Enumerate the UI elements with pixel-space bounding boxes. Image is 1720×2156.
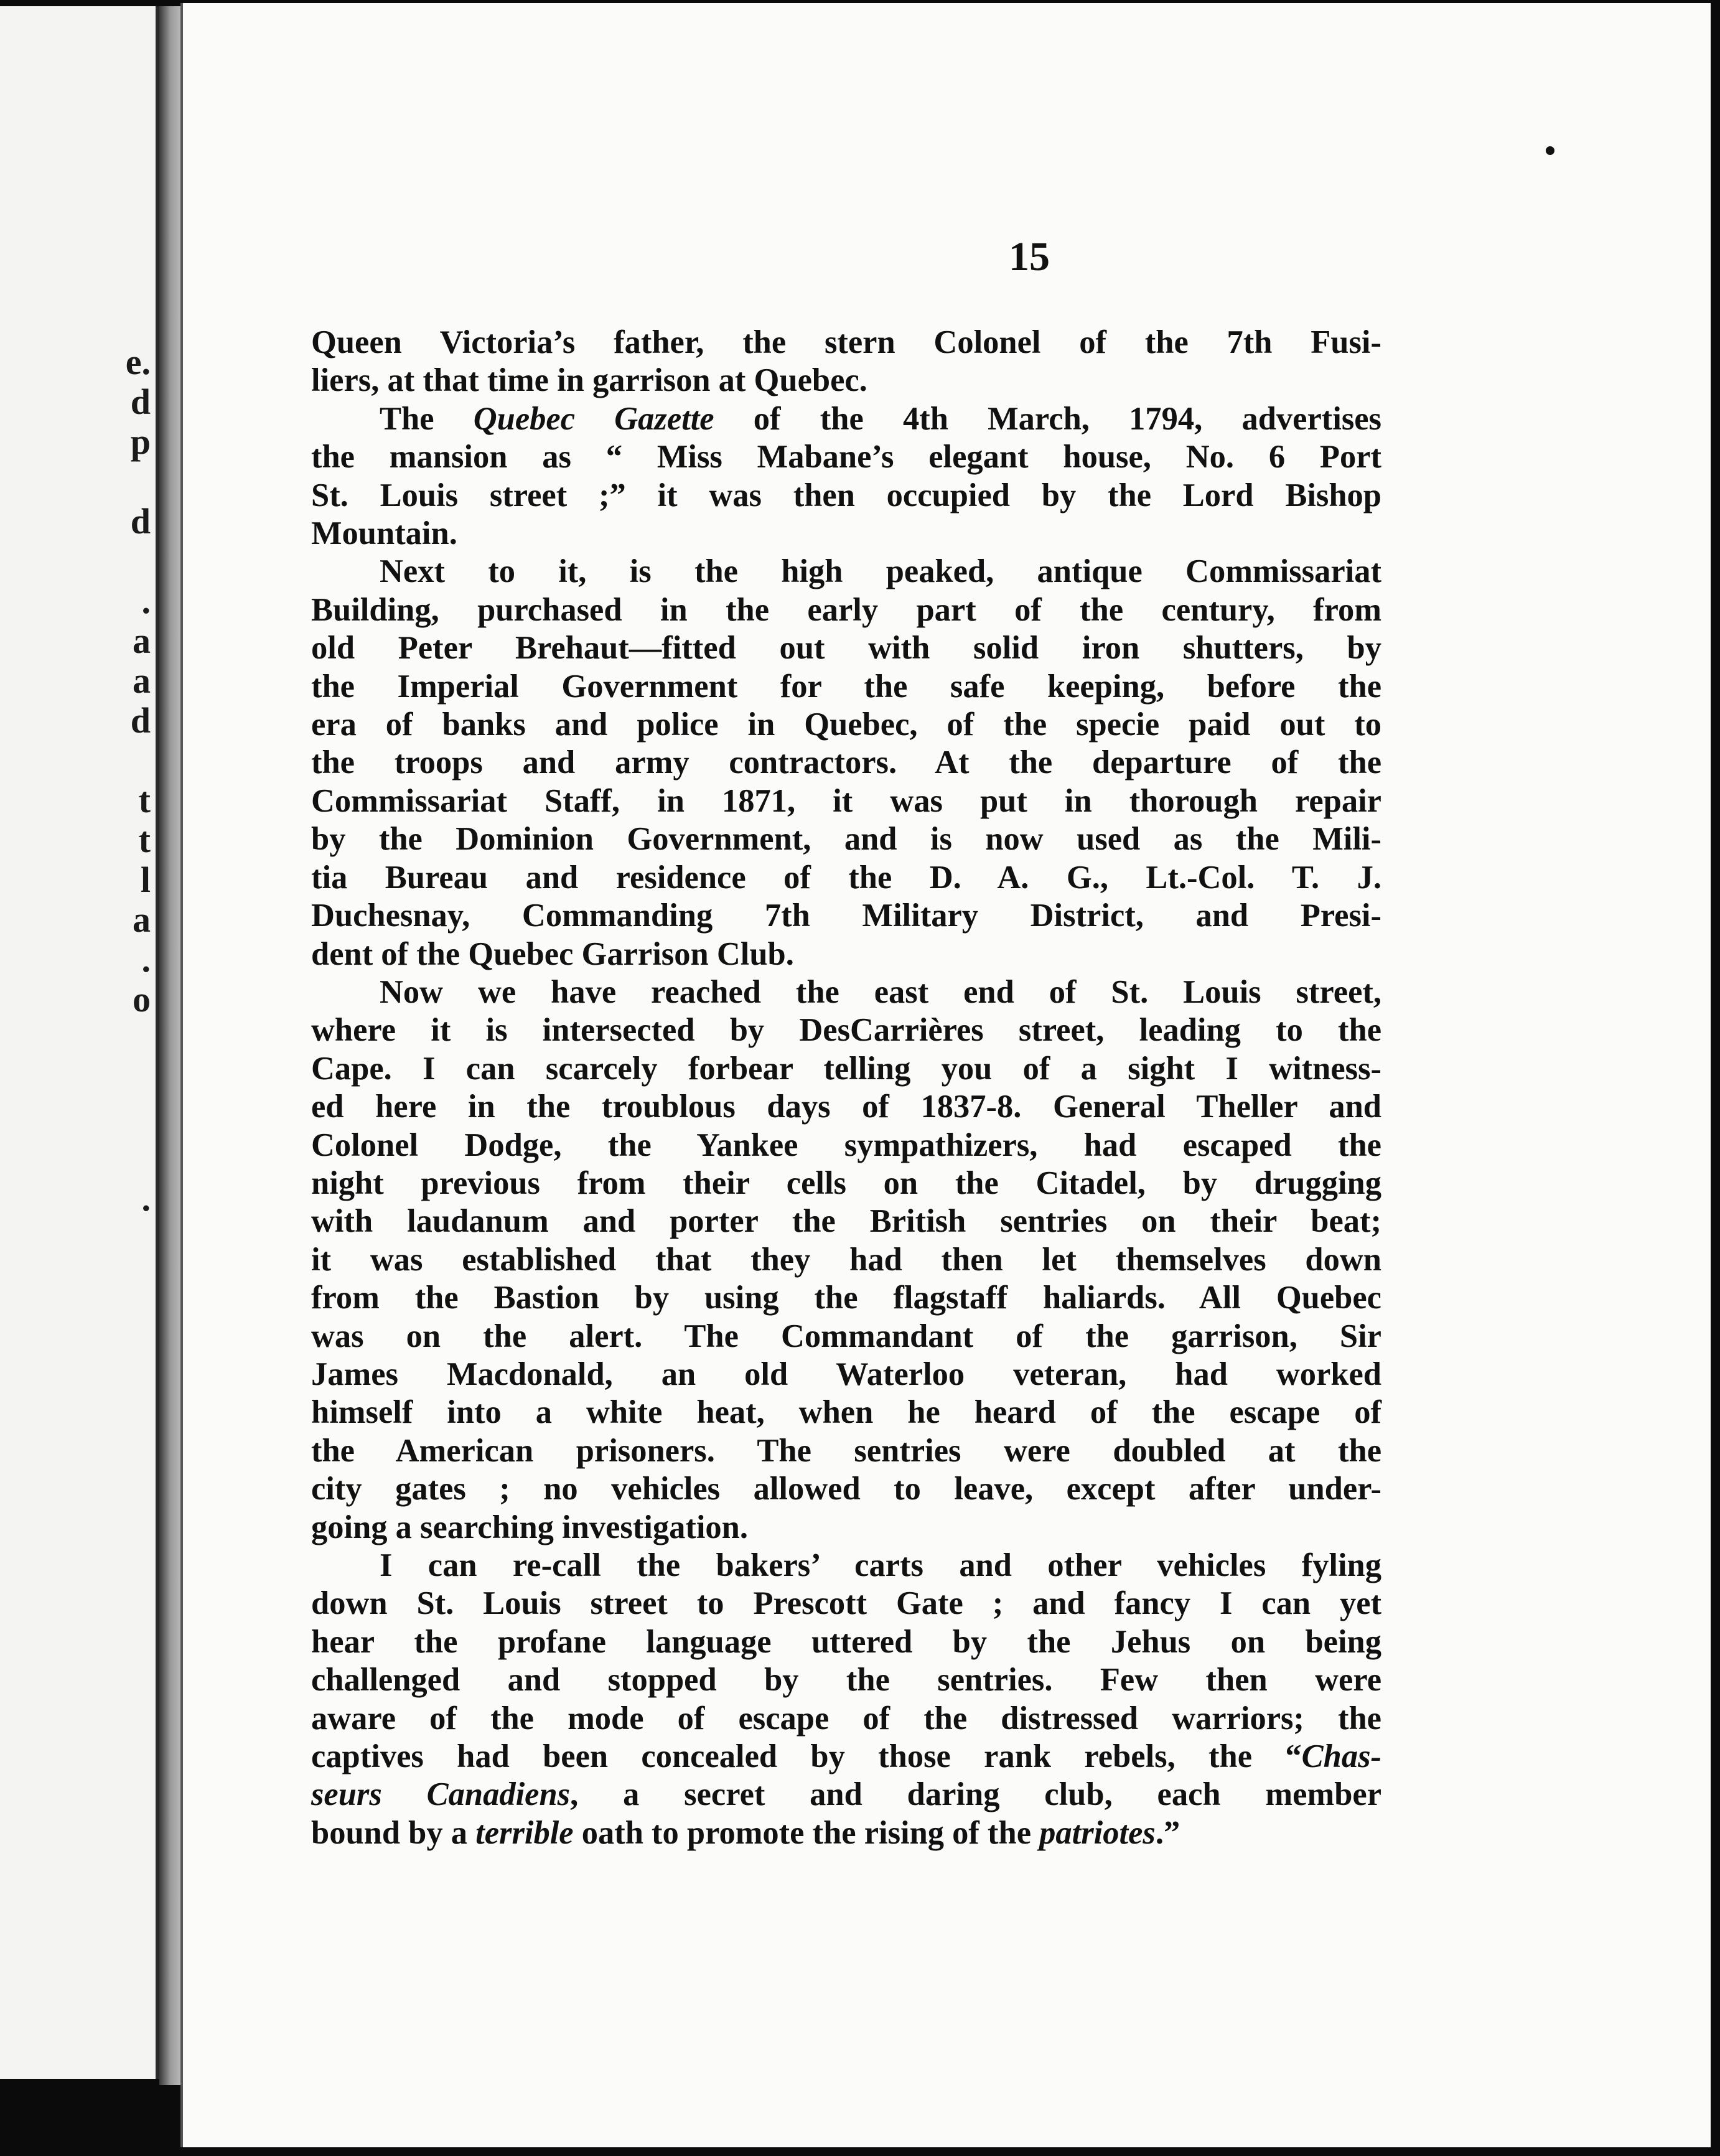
dust-speck <box>1546 146 1554 155</box>
text-line: Queen Victoria’s father, the stern Colonel of the 7th Fusi- <box>311 324 1381 360</box>
previous-page-glyph: a <box>133 621 151 661</box>
text-line: the troops and army contractors. At the departure of the <box>311 744 1381 781</box>
previous-page-glyph: l <box>140 860 151 900</box>
italic-text: Chas- <box>1301 1738 1381 1775</box>
text-line: night previous from their cells on the Citadel, by drugging <box>311 1165 1381 1201</box>
text-line: going a searching investigation. <box>311 1509 749 1545</box>
text-line: the American prisoners. The sentries were doubled at the <box>311 1432 1381 1469</box>
text-line: St. Louis street ;” it was then occupied by the Lord Bishop <box>311 477 1381 513</box>
text-line: was on the alert. The Commandant of the garrison, Sir <box>311 1318 1381 1354</box>
text-line <box>311 400 1381 438</box>
text-line: Now we have reached the east end of St. Louis street, <box>380 973 1381 1010</box>
text-segment: captives had been concealed by those rank rebels, the “ <box>311 1738 1302 1775</box>
previous-page-glyph: . <box>141 1178 151 1219</box>
text-line: James Macdonald, an old Waterloo veteran, had worked <box>311 1356 1381 1392</box>
text-line: challenged and stopped by the sentries. Few then were <box>311 1662 1381 1699</box>
previous-page-glyph <box>113 1219 151 1258</box>
previous-page-glyph <box>113 462 151 502</box>
previous-page-glyph <box>113 1059 151 1099</box>
previous-page-glyph: a <box>133 899 151 940</box>
previous-page-glyph: d <box>130 382 151 422</box>
previous-page-edge <box>0 6 159 2079</box>
previous-page-glyph: p <box>130 421 151 462</box>
previous-page-glyph: . <box>141 581 151 621</box>
text-line <box>311 1814 1381 1852</box>
text-segment: oath to promote the rising of the <box>573 1814 1040 1851</box>
previous-page-glyph <box>113 1019 151 1059</box>
previous-page-glyph <box>113 541 151 581</box>
text-segment: bound by a <box>311 1814 476 1851</box>
text-line: by the Dominion Government, and is now used as the Mili- <box>311 821 1381 858</box>
text-line: I can re-call the bakers’ carts and other vehicles fyling <box>380 1547 1381 1583</box>
text-segment: The <box>380 400 474 437</box>
previous-page-glyph: d <box>130 700 151 741</box>
text-line: with laudanum and porter the British sentries on their beat; <box>311 1203 1381 1240</box>
text-line: it was established that they had then let themselves down <box>311 1241 1381 1278</box>
text-segment: , a secret and daring club, each member <box>570 1776 1381 1813</box>
text-line: the Imperial Government for the safe keeping, before the <box>311 668 1381 705</box>
previous-page-glyph: . <box>141 939 151 980</box>
page-number: 15 <box>1009 234 1050 279</box>
body-text <box>311 324 1381 1852</box>
text-line: Building, purchased in the early part of the century, from <box>311 591 1381 628</box>
previous-page-glyph: t <box>138 820 151 860</box>
text-line: Cape. I can scarcely forbear telling you of a sight I witness- <box>311 1050 1381 1087</box>
text-line: from the Bastion by using the flagstaff haliards. All Quebec <box>311 1280 1381 1316</box>
text-line: the mansion as “ Miss Mabane’s elegant house, No. 6 Port <box>311 439 1381 476</box>
text-line: aware of the mode of escape of the distressed warriors; the <box>311 1700 1381 1737</box>
italic-text: Quebec Gazette <box>473 400 714 437</box>
previous-page-glyph: o <box>133 979 151 1019</box>
text-line <box>311 1738 1381 1776</box>
text-line: down St. Louis street to Prescott Gate ; and fancy I can yet <box>311 1585 1381 1622</box>
previous-page-glyph <box>113 1139 151 1179</box>
previous-page-glyph: d <box>130 501 151 541</box>
text-line: era of banks and police in Quebec, of the specie paid out to <box>311 706 1381 743</box>
text-line: Next to it, is the high peaked, antique Commissariat <box>380 553 1381 590</box>
text-line: himself into a white heat, when he heard of the escape of <box>311 1394 1381 1431</box>
previous-page-glyph: e. <box>125 342 151 382</box>
previous-page-glyph <box>113 1099 151 1139</box>
italic-text: seurs Canadiens <box>311 1776 571 1813</box>
text-line: Commissariat Staff, in 1871, it was put in thorough repair <box>311 782 1381 819</box>
italic-text: terrible <box>475 1814 574 1851</box>
previous-page-glyph <box>113 741 151 780</box>
text-line <box>311 1776 1381 1814</box>
text-line: hear the profane language uttered by the Jehus on being <box>311 1623 1381 1660</box>
previous-page-cut-text <box>113 342 151 1258</box>
text-line: city gates ; no vehicles allowed to leave, except after under- <box>311 1471 1381 1507</box>
text-line: tia Bureau and residence of the D. A. G., Lt.-Col. T. J. <box>311 859 1381 896</box>
text-segment: of the 4th March, 1794, advertises <box>714 400 1381 437</box>
text-line: ed here in the troublous days of 1837-8. General Theller and <box>311 1089 1381 1125</box>
italic-text: patriotes <box>1039 1814 1156 1851</box>
text-line: where it is intersected by DesCarrières street, leading to the <box>311 1012 1381 1049</box>
text-segment: .” <box>1155 1814 1180 1851</box>
text-line: dent of the Quebec Garrison Club. <box>311 935 794 972</box>
text-line: Mountain. <box>311 515 457 552</box>
text-line: Colonel Dodge, the Yankee sympathizers, had escaped the <box>311 1127 1381 1163</box>
previous-page-glyph: t <box>138 780 151 820</box>
text-line: liers, at that time in garrison at Quebec. <box>311 362 867 399</box>
previous-page-glyph: a <box>133 660 151 701</box>
text-line: Duchesnay, Commanding 7th Military District, and Presi- <box>311 898 1381 934</box>
text-line: old Peter Brehaut—fitted out with solid iron shutters, by <box>311 630 1381 667</box>
